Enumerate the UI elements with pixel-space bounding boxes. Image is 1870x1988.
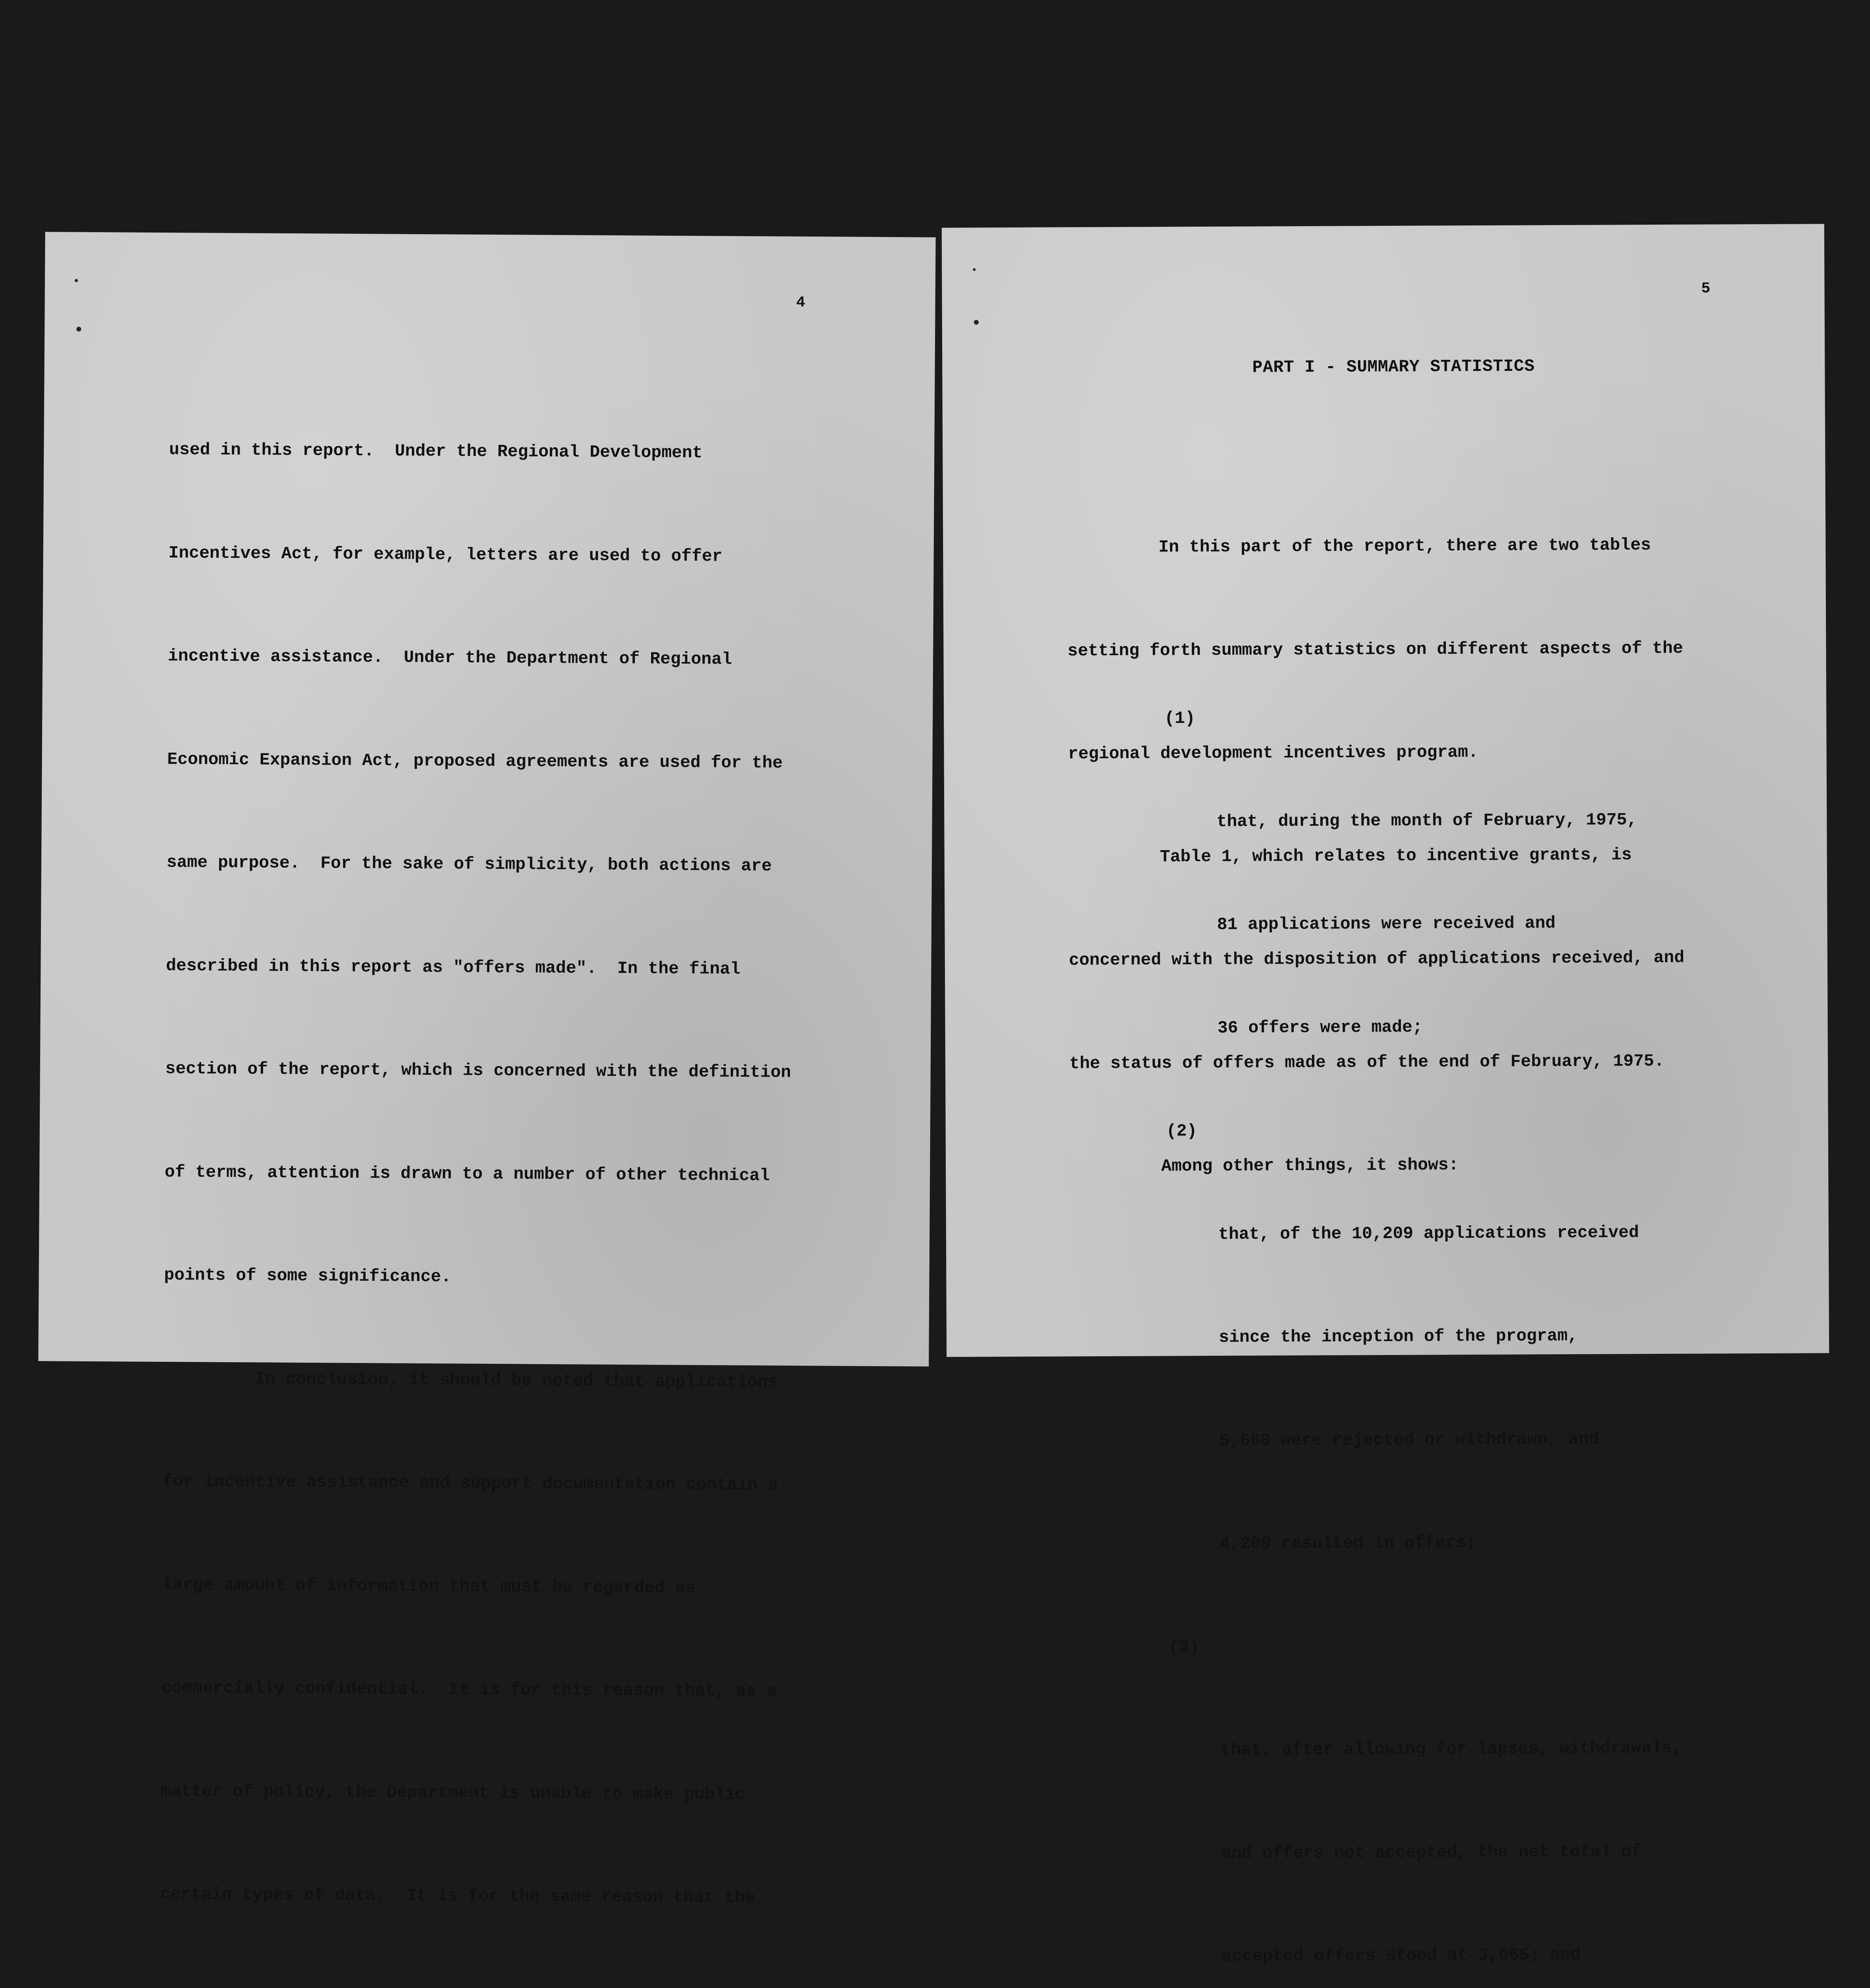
- text-line: Table 1, which relates to incentive grants, is: [1160, 845, 1632, 866]
- section-heading-text: PART I - SUMMARY STATISTICS: [1252, 356, 1535, 377]
- text-line: Among other things, it shows:: [1161, 1155, 1459, 1176]
- page-number: 4: [796, 294, 805, 311]
- right-page: [942, 224, 1829, 1966]
- text-line: since the inception of the program,: [1218, 1326, 1578, 1347]
- page-number: 5: [1701, 280, 1711, 297]
- text-line: the status of offers made as of the end of February, 1975.: [1069, 1051, 1664, 1073]
- list-item-number: (2): [1166, 1121, 1197, 1141]
- text-line: that, after allowing for lapses, withdrawals,: [1220, 1738, 1682, 1760]
- text-line: [159, 1980, 806, 1988]
- text-line: accepted offers stood at 3,065; and: [1221, 1945, 1581, 1966]
- text-line: In conclusion, it should be noted that applications: [254, 1369, 778, 1392]
- text-line: that, during the month of February, 1975,: [1216, 810, 1637, 831]
- text-line: for incentive assistance and support documentation contain a: [163, 1472, 778, 1495]
- text-line: that, of the 10,209 applications received: [1218, 1222, 1639, 1244]
- text-line: Economic Expansion Act, proposed agreements are used for the: [167, 749, 783, 773]
- text-line: incentive assistance. Under the Department of Regional: [168, 646, 732, 669]
- binder-hole-mark: [974, 320, 979, 324]
- list-item: [1168, 1628, 1684, 1988]
- binder-hole-mark: [973, 268, 976, 271]
- text-line: Incentives Act, for example, letters are used to offer: [168, 543, 723, 566]
- text-line: 5,668 were rejected or withdrawn, and: [1219, 1429, 1599, 1450]
- text-line: matter of policy, the Department is unable to make public: [161, 1781, 746, 1804]
- text-line: same purpose. For the sake of simplicity, both actions are: [166, 852, 772, 876]
- list-item: [1166, 1112, 1682, 1630]
- text-line: commercially confidential. It is for this reason that, as a: [161, 1678, 777, 1701]
- findings-list: [1164, 699, 1686, 1988]
- list-item-number: (3): [1168, 1637, 1199, 1657]
- binder-hole-mark: [75, 279, 78, 282]
- text-line: 81 applications were received and: [1217, 913, 1556, 934]
- text-line: of terms, attention is drawn to a number of other technical: [165, 1162, 770, 1185]
- text-line: used in this report. Under the Regional Development: [169, 440, 703, 463]
- text-line: setting forth summary statistics on different aspects of the: [1067, 638, 1683, 660]
- list-item: [1164, 699, 1680, 1114]
- text-line: points of some significance.: [164, 1265, 452, 1287]
- section-heading: [942, 355, 1825, 379]
- list-item-number: (1): [1164, 709, 1195, 728]
- text-line: regional development incentives program.: [1068, 742, 1478, 764]
- text-line: 4,209 resulted in offers;: [1220, 1533, 1476, 1553]
- left-page-text: [156, 364, 816, 1988]
- text-line: and offers not accepted, the net total of: [1221, 1841, 1642, 1863]
- binder-hole-mark: [76, 327, 81, 332]
- text-line: 36 offers were made;: [1217, 1017, 1423, 1038]
- left-page: [38, 232, 935, 1908]
- text-line: certain types of data. It is for the same reason that the: [160, 1884, 755, 1908]
- text-line: large amount of information that must be regarded as: [162, 1574, 696, 1598]
- text-line: described in this report as "offers made". In the final: [166, 955, 741, 979]
- text-line: In this part of the report, there are two tables: [1158, 535, 1651, 557]
- text-line: section of the report, which is concerned with the definition: [165, 1059, 791, 1082]
- text-line: concerned with the disposition of applications received, and: [1069, 947, 1685, 970]
